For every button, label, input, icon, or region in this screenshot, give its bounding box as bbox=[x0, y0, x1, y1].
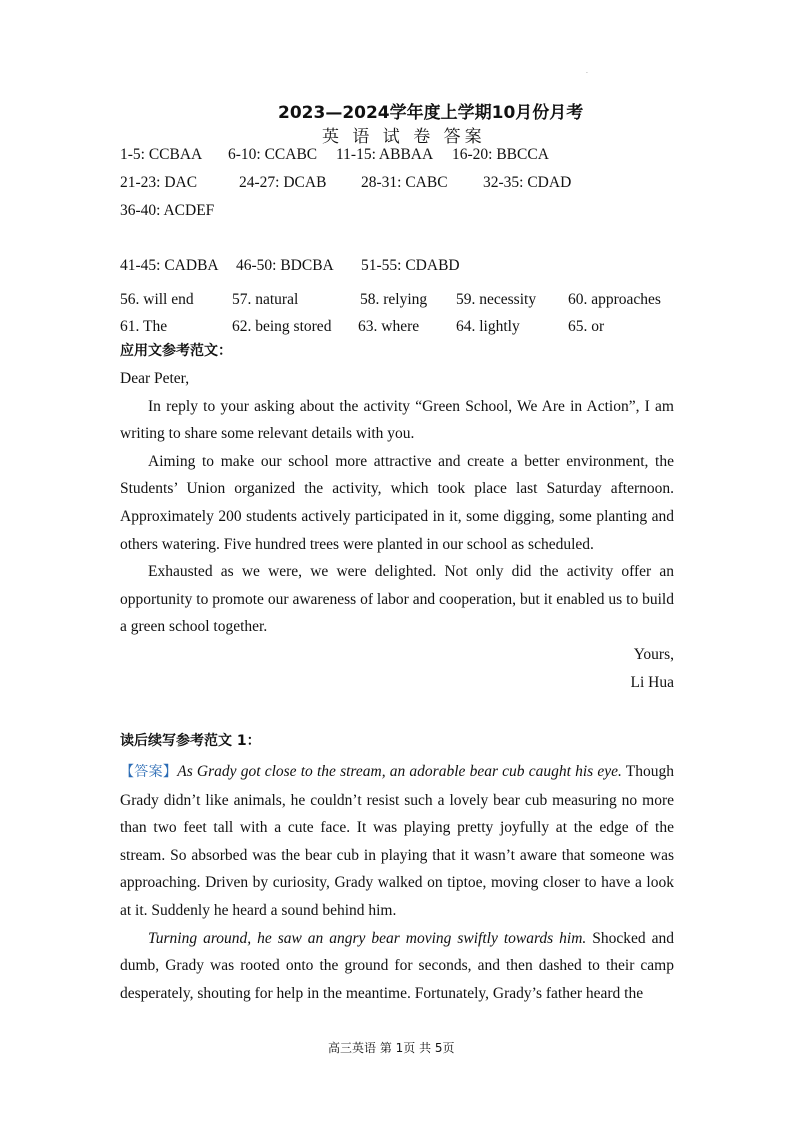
answer-item: 56. will end bbox=[120, 291, 194, 308]
answer-item: 36-40: ACDEF bbox=[120, 202, 215, 219]
exam-title: 2023—2024学年度上学期10月份月考 bbox=[278, 103, 584, 123]
answer-item: 51-55: CDABD bbox=[361, 257, 460, 274]
essay-paragraph bbox=[120, 758, 674, 925]
paragraph-text: Though Grady didn’t like animals, he couldn’t resist such a lovely bear cub measuring no more than two feet tall with a cute face. It was playing pretty joyfully at the edge of the stream. So absorbed was the bear cub in playing that it wasn’t aware that someone was approaching. Driven by curiosity, Grady walked on tiptoe, moving closer to have a look at it. Suddenly he heard a sound behind him. bbox=[120, 763, 674, 919]
answer-item: 28-31: CABC bbox=[361, 174, 448, 191]
answer-item: 62. being stored bbox=[232, 318, 332, 335]
answer-item: 61. The bbox=[120, 318, 168, 335]
answer-item: 1-5: CCBAA bbox=[120, 146, 203, 163]
signature: Li Hua bbox=[630, 673, 674, 691]
essay-paragraph: Aiming to make our school more attractive and create a better environment, the Students’ Union organized the activity, which took place last Saturday afternoon. Approximately 200 students actively participated in it, some digging, some planting and others watering. Five hundred trees were planted in our school as scheduled. bbox=[120, 452, 674, 553]
exam-subtitle: 英 语 试 卷 答案 bbox=[322, 127, 486, 147]
page-footer: 高三英语 第 1页 共 5页 bbox=[328, 1041, 455, 1055]
answer-item: 6-10: CCABC bbox=[228, 146, 318, 163]
answer-item: 65. or bbox=[568, 318, 605, 335]
salutation: Dear Peter, bbox=[120, 370, 190, 387]
given-sentence: Turning around, he saw an angry bear moving swiftly towards him. bbox=[148, 929, 587, 947]
essay-paragraph: In reply to your asking about the activity “Green School, We Are in Action”, I am writing to share some relevant details with you. bbox=[120, 397, 674, 443]
closing: Yours, bbox=[633, 645, 674, 663]
answer-item: 32-35: CDAD bbox=[483, 174, 572, 191]
answer-item: 57. natural bbox=[232, 291, 299, 308]
writing-essay bbox=[120, 365, 674, 696]
answer-item: 59. necessity bbox=[456, 291, 537, 308]
given-sentence: As Grady got close to the stream, an adorable bear cub caught his eye. bbox=[177, 763, 622, 780]
corner-mark: . bbox=[586, 68, 588, 75]
answer-item: 41-45: CADBA bbox=[120, 257, 219, 274]
continuation-heading: 读后续写参考范文 1： bbox=[120, 733, 261, 749]
answer-item: 11-15: ABBAA bbox=[336, 146, 434, 163]
essay-paragraph bbox=[120, 925, 674, 1008]
answer-item: 21-23: DAC bbox=[120, 174, 198, 191]
answer-item: 58. relying bbox=[360, 291, 428, 308]
answer-tag: 【答案】 bbox=[120, 764, 178, 780]
answer-item: 60. approaches bbox=[568, 291, 661, 308]
writing-heading: 应用文参考范文： bbox=[120, 343, 232, 359]
answer-item: 64. lightly bbox=[456, 318, 520, 335]
answer-item: 16-20: BBCCA bbox=[452, 146, 549, 163]
continuation-essay bbox=[120, 758, 674, 1007]
essay-paragraph: Exhausted as we were, we were delighted. Not only did the activity offer an opportunity to promote our awareness of labor and cooperation, but it enabled us to build a green school together. bbox=[120, 563, 674, 636]
answer-item: 46-50: BDCBA bbox=[236, 257, 334, 274]
answer-item: 63. where bbox=[358, 318, 420, 335]
answer-item: 24-27: DCAB bbox=[239, 174, 327, 191]
paragraph-text: Shocked and dumb, Grady was rooted onto the ground for seconds, and then dashed to their camp desperately, shouting for help in the meantime. Fortunately, Grady’s father heard the bbox=[120, 929, 674, 1002]
